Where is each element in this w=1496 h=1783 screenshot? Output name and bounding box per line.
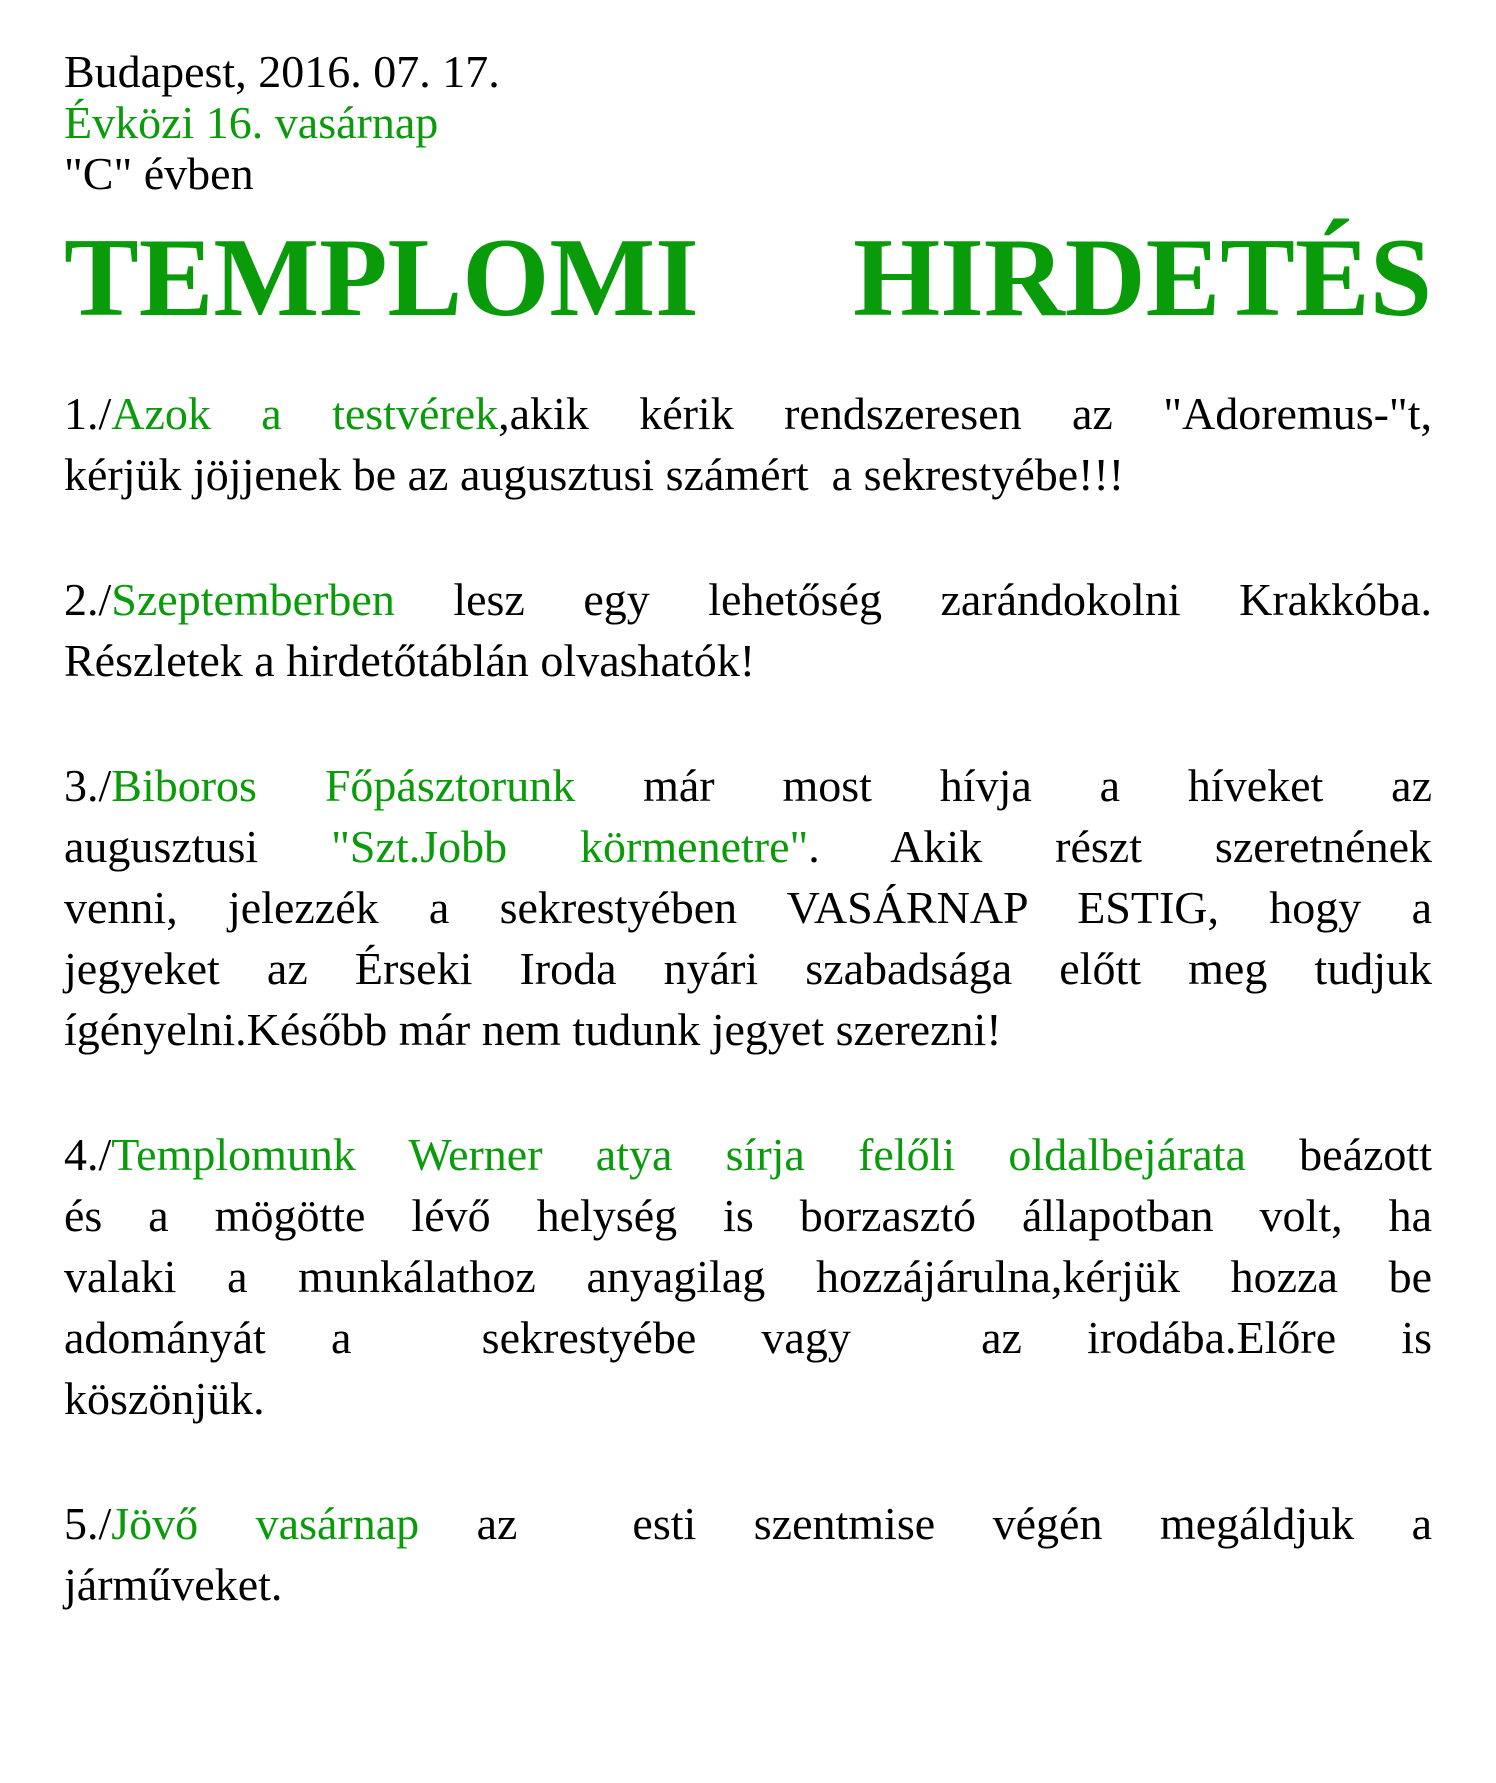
text-segment: Azok a testvérek xyxy=(111,388,499,439)
text-line xyxy=(64,1307,1432,1368)
text-segment: ,akik kérik rendszeresen az "Adoremus-"t, xyxy=(498,388,1432,439)
text-line xyxy=(64,1124,1432,1185)
text-segment: venni, jelezzék a sekrestyében VASÁRNAP ESTIG, hogy a xyxy=(64,882,1432,933)
text-line xyxy=(64,383,1432,444)
text-segment: és a mögötte lévő helység is borzasztó állapotban volt, ha xyxy=(64,1190,1432,1241)
text-segment: 5./ xyxy=(64,1498,112,1549)
text-line xyxy=(64,1185,1432,1246)
text-segment: kérjük jöjjenek be az augusztusi számért a sekrestyébe!!! xyxy=(64,449,1125,500)
text-line xyxy=(64,569,1432,630)
date-line: Budapest, 2016. 07. 17. xyxy=(64,46,500,97)
text-line xyxy=(64,999,1432,1060)
text-segment: "Szt.Jobb körmenetre" xyxy=(331,821,809,872)
announcement-2 xyxy=(64,569,1432,691)
text-segment: 1./ xyxy=(64,388,112,439)
text-segment: valaki a munkálathoz anyagilag hozzájárulna,kérjük hozza be xyxy=(64,1251,1432,1302)
text-segment: lesz egy lehetőség zarándokolni Krakkóba. xyxy=(394,574,1432,625)
text-line xyxy=(64,630,1432,691)
document-title: TEMPLOMI HIRDETÉS xyxy=(64,216,1432,340)
text-segment: Részletek a hirdetőtáblán olvashatók! xyxy=(64,635,756,686)
text-segment: beázott xyxy=(1245,1129,1432,1180)
liturgical-sunday-line: Évközi 16. vasárnap xyxy=(64,97,439,148)
text-segment: köszönjük. xyxy=(64,1373,265,1424)
announcement-1 xyxy=(64,383,1432,505)
text-segment: 3./ xyxy=(64,760,112,811)
text-segment: 2./ xyxy=(64,574,112,625)
announcements xyxy=(64,383,1432,1615)
text-segment: Biboros Főpásztorunk xyxy=(111,760,576,811)
text-line xyxy=(64,1368,1432,1429)
text-segment: Templomunk Werner atya sírja felőli oldalbejárata xyxy=(111,1129,1246,1180)
text-line xyxy=(64,444,1432,505)
text-line xyxy=(64,1554,1432,1615)
text-segment: az esti szentmise végén megáldjuk a xyxy=(419,1498,1432,1549)
announcement-5 xyxy=(64,1493,1432,1615)
text-segment: adományát a sekrestyébe vagy az irodába.Előre is xyxy=(64,1312,1432,1363)
text-segment: ígényelni.Később már nem tudunk jegyet szerezni! xyxy=(64,1004,1002,1055)
text-line xyxy=(64,816,1432,877)
text-line xyxy=(64,755,1432,816)
text-segment: augusztusi xyxy=(64,821,332,872)
text-segment: már most hívja a híveket az xyxy=(575,760,1432,811)
text-segment: jegyeket az Érseki Iroda nyári szabadsága előtt meg tudjuk xyxy=(64,943,1432,994)
announcement-3 xyxy=(64,755,1432,1060)
text-line xyxy=(64,1246,1432,1307)
document-header xyxy=(64,46,1432,199)
text-line xyxy=(64,938,1432,999)
text-line xyxy=(64,1493,1432,1554)
text-segment: járműveket. xyxy=(64,1559,283,1610)
text-segment: Jövő vasárnap xyxy=(111,1498,420,1549)
text-line xyxy=(64,877,1432,938)
text-segment: 4./ xyxy=(64,1129,112,1180)
text-segment: . Akik részt szeretnének xyxy=(808,821,1433,872)
text-segment: Szeptemberben xyxy=(111,574,395,625)
announcement-4 xyxy=(64,1124,1432,1429)
liturgical-year-line: "C" évben xyxy=(64,148,254,199)
